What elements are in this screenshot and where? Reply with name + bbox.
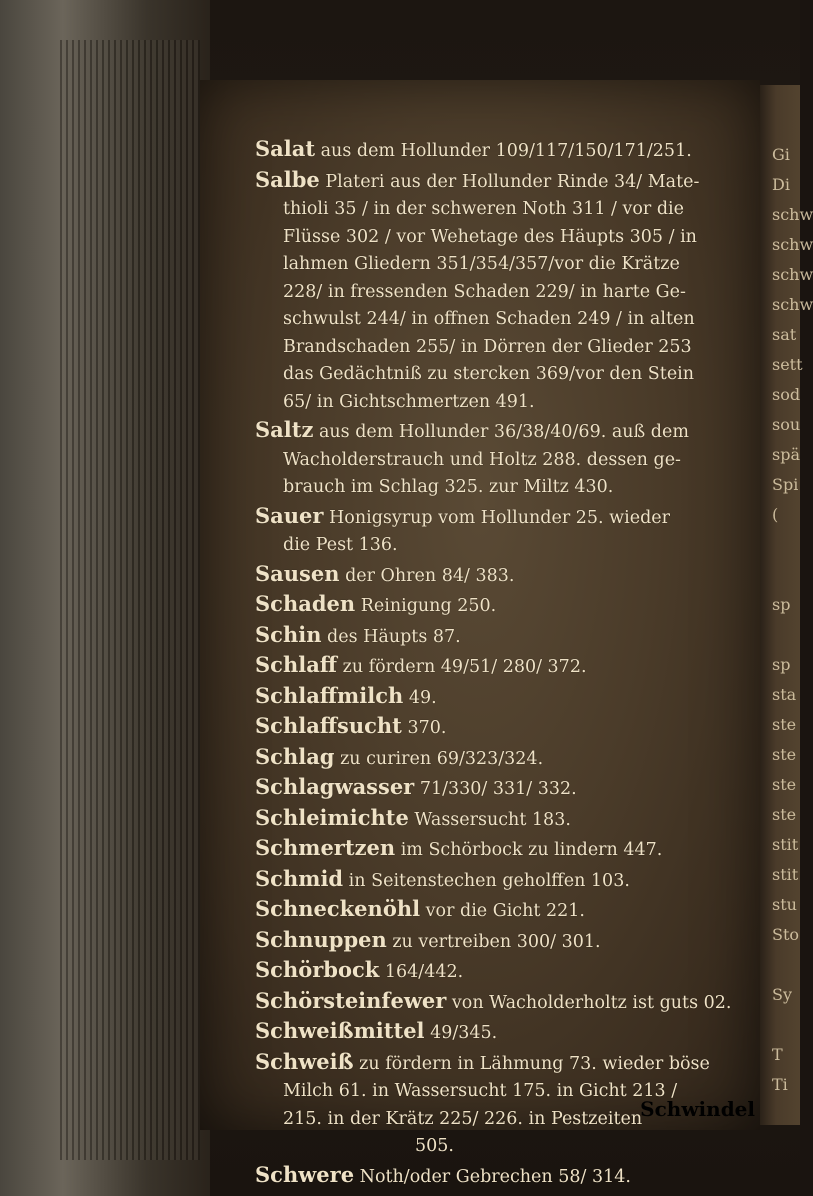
entry-lemma: Schörbock (255, 957, 380, 982)
entry-continuation: schwulst 244/ in offnen Schaden 249 / in alten (283, 309, 695, 329)
entry-text: Reinigung 250. (355, 596, 497, 616)
index-entry (255, 682, 755, 713)
entry-lemma: Schörsteinfewer (255, 987, 447, 1013)
index-entry (255, 712, 755, 743)
entry-lemma: Sauer (255, 502, 324, 528)
entry-continuation: 228/ in fressenden Schaden 229/ in harte Ge- (283, 281, 686, 302)
entry-text: zu fördern in Lähmung 73. wieder böse (353, 1053, 710, 1074)
entry-lemma: Schweißmittel (255, 1018, 425, 1043)
index-entry (255, 895, 755, 926)
entry-text: 49/345. (424, 1023, 498, 1043)
entry-lemma: Schwere (255, 1161, 355, 1187)
index-entry (255, 987, 755, 1018)
entry-lemma: Schlagwasser (255, 774, 415, 799)
entry-lemma: Schlag (255, 743, 335, 769)
entry-continuation: lahmen Gliedern 351/354/357/vor die Krätze (283, 254, 680, 274)
entry-lemma: Salbe (255, 166, 320, 192)
index-entry (255, 135, 755, 166)
index-entry (255, 1017, 755, 1048)
entry-lemma: Sausen (255, 560, 340, 586)
index-entry (255, 590, 755, 621)
entry-text: Noth/oder Gebrechen 58/ 314. (354, 1166, 631, 1187)
index-text (255, 135, 755, 1191)
entry-text: zu fördern 49/51/ 280/ 372. (337, 657, 587, 677)
entry-text: der Ohren 84/ 383. (339, 565, 515, 586)
entry-continuation: die Pest 136. (283, 535, 398, 555)
entry-continuation: Brandschaden 255/ in Dörren der Glieder 253 (283, 336, 692, 357)
entry-lemma: Schmertzen (255, 835, 396, 860)
entry-lemma: Schweiß (255, 1048, 354, 1074)
entry-lemma: Saltz (255, 417, 314, 442)
entry-text: 49. (403, 687, 437, 708)
entry-text: des Häupts 87. (321, 626, 461, 647)
entry-text: von Wacholderholtz ist guts 02. (446, 992, 732, 1013)
catchword: Schwindel (640, 1097, 755, 1121)
entry-continuation: thioli 35 / in der schweren Noth 311 / vor die (283, 199, 684, 219)
entry-lemma: Schlaffmilch (255, 682, 404, 708)
entry-text: Honigsyrup vom Hollunder 25. wieder (323, 507, 671, 528)
entry-continuation: Flüsse 302 / vor Wehetage des Häupts 305 / in (283, 226, 697, 247)
entry-lemma: Schneckenöhl (255, 896, 421, 921)
index-entry (255, 926, 755, 957)
entry-lemma: Schlaff (255, 652, 338, 677)
index-entry (255, 773, 755, 804)
entry-page-number: 505. (415, 1136, 454, 1156)
index-entry (255, 166, 755, 417)
entry-lemma: Schlaffsucht (255, 713, 402, 738)
entry-continuation: Milch 61. in Wassersucht 175. in Gicht 213 / (283, 1081, 678, 1101)
index-entry (255, 743, 755, 774)
index-entry (255, 651, 755, 682)
entry-lemma: Salat (255, 136, 316, 161)
index-entry (255, 1161, 755, 1192)
entry-text: vor die Gicht 221. (420, 901, 585, 921)
entry-text: Wassersucht 183. (408, 809, 571, 830)
entry-text: im Schörbock zu lindern 447. (395, 840, 663, 860)
entry-text: zu curiren 69/323/324. (334, 748, 544, 769)
entry-lemma: Schnuppen (255, 926, 387, 952)
index-entry (255, 834, 755, 865)
entry-lemma: Schmid (255, 865, 344, 891)
index-entry (255, 560, 755, 591)
entry-continuation: brauch im Schlag 325. zur Miltz 430. (283, 477, 614, 497)
index-entry (255, 804, 755, 835)
entry-text: 164/442. (379, 962, 464, 982)
index-entry (255, 621, 755, 652)
entry-lemma: Schleimichte (255, 804, 409, 830)
index-entry (255, 416, 755, 502)
entry-text: zu vertreiben 300/ 301. (386, 931, 601, 952)
entry-continuation: 215. in der Krätz 225/ 226. in Pestzeiten (283, 1108, 643, 1129)
entry-text: 370. (401, 718, 447, 738)
entry-text: in Seitenstechen geholffen 103. (343, 870, 630, 891)
index-entry (255, 865, 755, 896)
entry-text: Plateri aus der Hollunder Rinde 34/ Mate- (319, 171, 700, 192)
entry-continuation: das Gedächtniß zu stercken 369/vor den Stein (283, 364, 695, 384)
entry-text: aus dem Hollunder 36/38/40/69. auß dem (313, 422, 689, 442)
entry-text: 71/330/ 331/ 332. (414, 779, 577, 799)
facing-page-text: Gi Di schw schw schw schw sat sett sod sou spä Spi ( sp sp sta ste ste ste ste stit stit stu Sto Sy T Ti (772, 145, 813, 1094)
index-entry (255, 502, 755, 560)
entry-text: aus dem Hollunder 109/117/150/171/251. (315, 141, 692, 161)
entry-continuation: Wacholderstrauch und Holtz 288. dessen ge- (283, 449, 681, 470)
entry-lemma: Schaden (255, 591, 356, 616)
entry-lemma: Schin (255, 621, 322, 647)
page-edges (60, 40, 200, 1160)
index-entry (255, 956, 755, 987)
entry-continuation: 65/ in Gichtschmertzen 491. (283, 391, 535, 412)
